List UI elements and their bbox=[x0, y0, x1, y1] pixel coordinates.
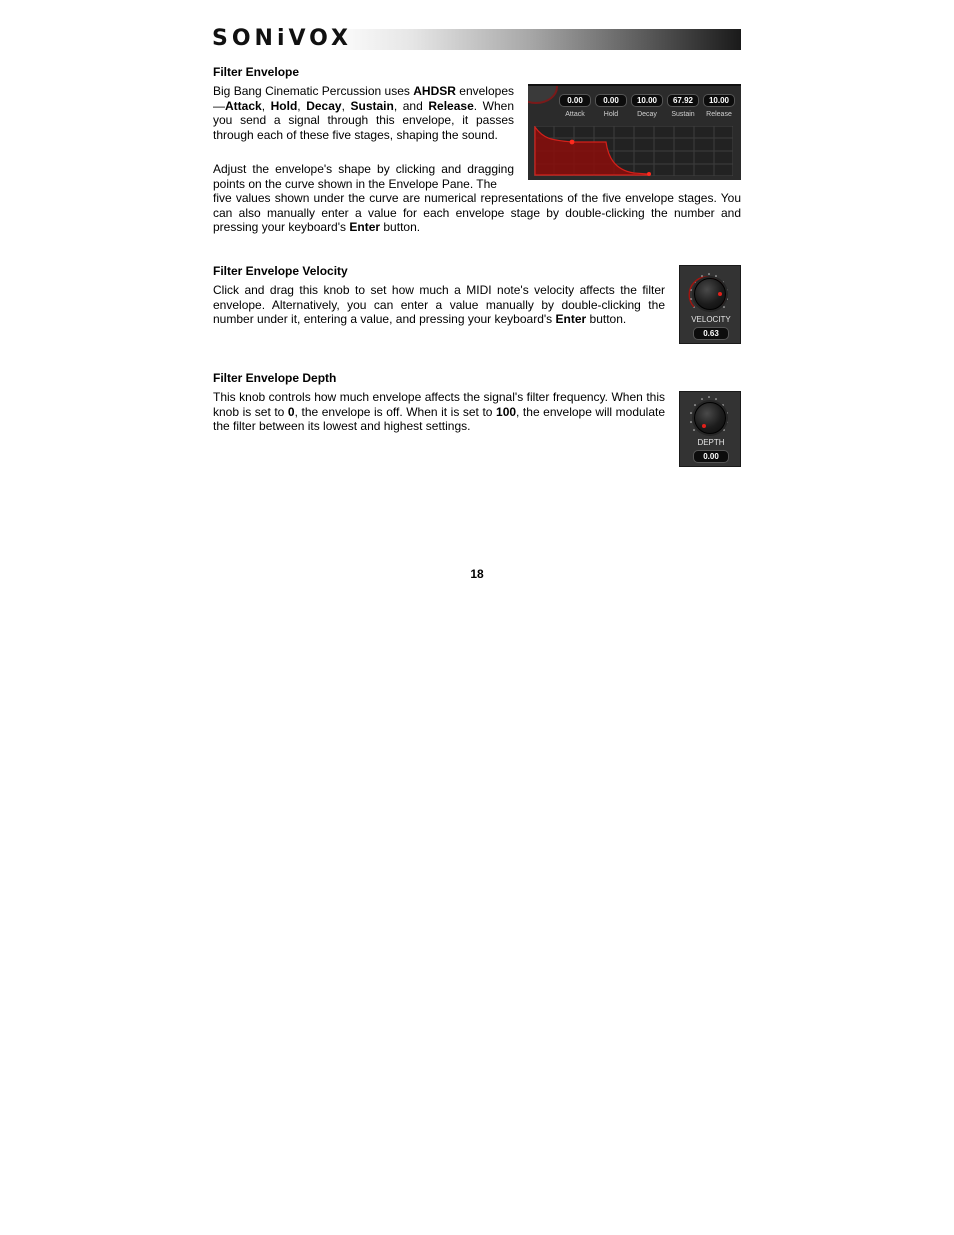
velocity-knob bbox=[694, 278, 726, 310]
velocity-knob-image bbox=[679, 265, 741, 344]
filter-envelope-depth-paragraph: This knob controls how much envelope affects the signal's filter frequency. When this knob is set to 0, the envelope is off. When it is set to 100, the envelope will modulate the filter between its lowest and highest settings. bbox=[213, 390, 666, 434]
sustain-value: 67.92 Sustain bbox=[666, 94, 700, 119]
depth-knob bbox=[694, 402, 726, 434]
velocity-knob-indicator bbox=[718, 292, 722, 296]
filter-envelope-paragraph-2b: five values shown under the curve are numerical representations of the five envelope stages. You can also manually enter a value for each envelope stage by double-clicking the number and pressing your keyboard's Enter button. bbox=[213, 191, 741, 235]
sonivox-logo: SONiVOX bbox=[212, 26, 353, 51]
attack-value: 0.00 Attack bbox=[558, 94, 592, 119]
velocity-knob-value: 0.63 bbox=[693, 327, 729, 340]
filter-envelope-velocity-paragraph: Click and drag this knob to set how much a MIDI note's velocity affects the filter envelope. Alternatively, you can enter a value manually by double-clicking the number under it, entering a value, and pressing your keyboard's Enter button. bbox=[213, 283, 665, 327]
filter-envelope-depth-heading: Filter Envelope Depth bbox=[213, 371, 337, 385]
envelope-pane-image bbox=[528, 84, 741, 180]
depth-knob-value: 0.00 bbox=[693, 450, 729, 463]
filter-envelope-paragraph-2a: Adjust the envelope's shape by clicking and dragging points on the curve shown in the Envelope Pane. The bbox=[213, 162, 514, 191]
envelope-point-hold bbox=[570, 140, 575, 145]
depth-knob-label: DEPTH bbox=[697, 438, 725, 447]
filter-envelope-paragraph-1: Big Bang Cinematic Percussion uses AHDSR envelopes—Attack, Hold, Decay, Sustain, and Release. When you send a signal through this envelope, it passes through each of these five stages, shaping the sound. bbox=[213, 84, 515, 142]
filter-knob-fragment bbox=[528, 84, 558, 104]
envelope-point-release bbox=[647, 172, 651, 176]
filter-envelope-velocity-heading: Filter Envelope Velocity bbox=[213, 264, 348, 278]
hold-value: 0.00 Hold bbox=[594, 94, 628, 119]
velocity-knob-label: VELOCITY bbox=[691, 315, 731, 324]
decay-value: 10.00 Decay bbox=[630, 94, 664, 119]
filter-envelope-heading: Filter Envelope bbox=[213, 65, 300, 79]
depth-knob-indicator bbox=[702, 424, 706, 428]
envelope-curve-graph bbox=[534, 126, 733, 176]
depth-knob-image bbox=[679, 391, 741, 467]
envelope-values-row bbox=[558, 94, 738, 120]
page-number: 18 bbox=[470, 567, 484, 581]
release-value: 10.00 Release bbox=[702, 94, 736, 119]
